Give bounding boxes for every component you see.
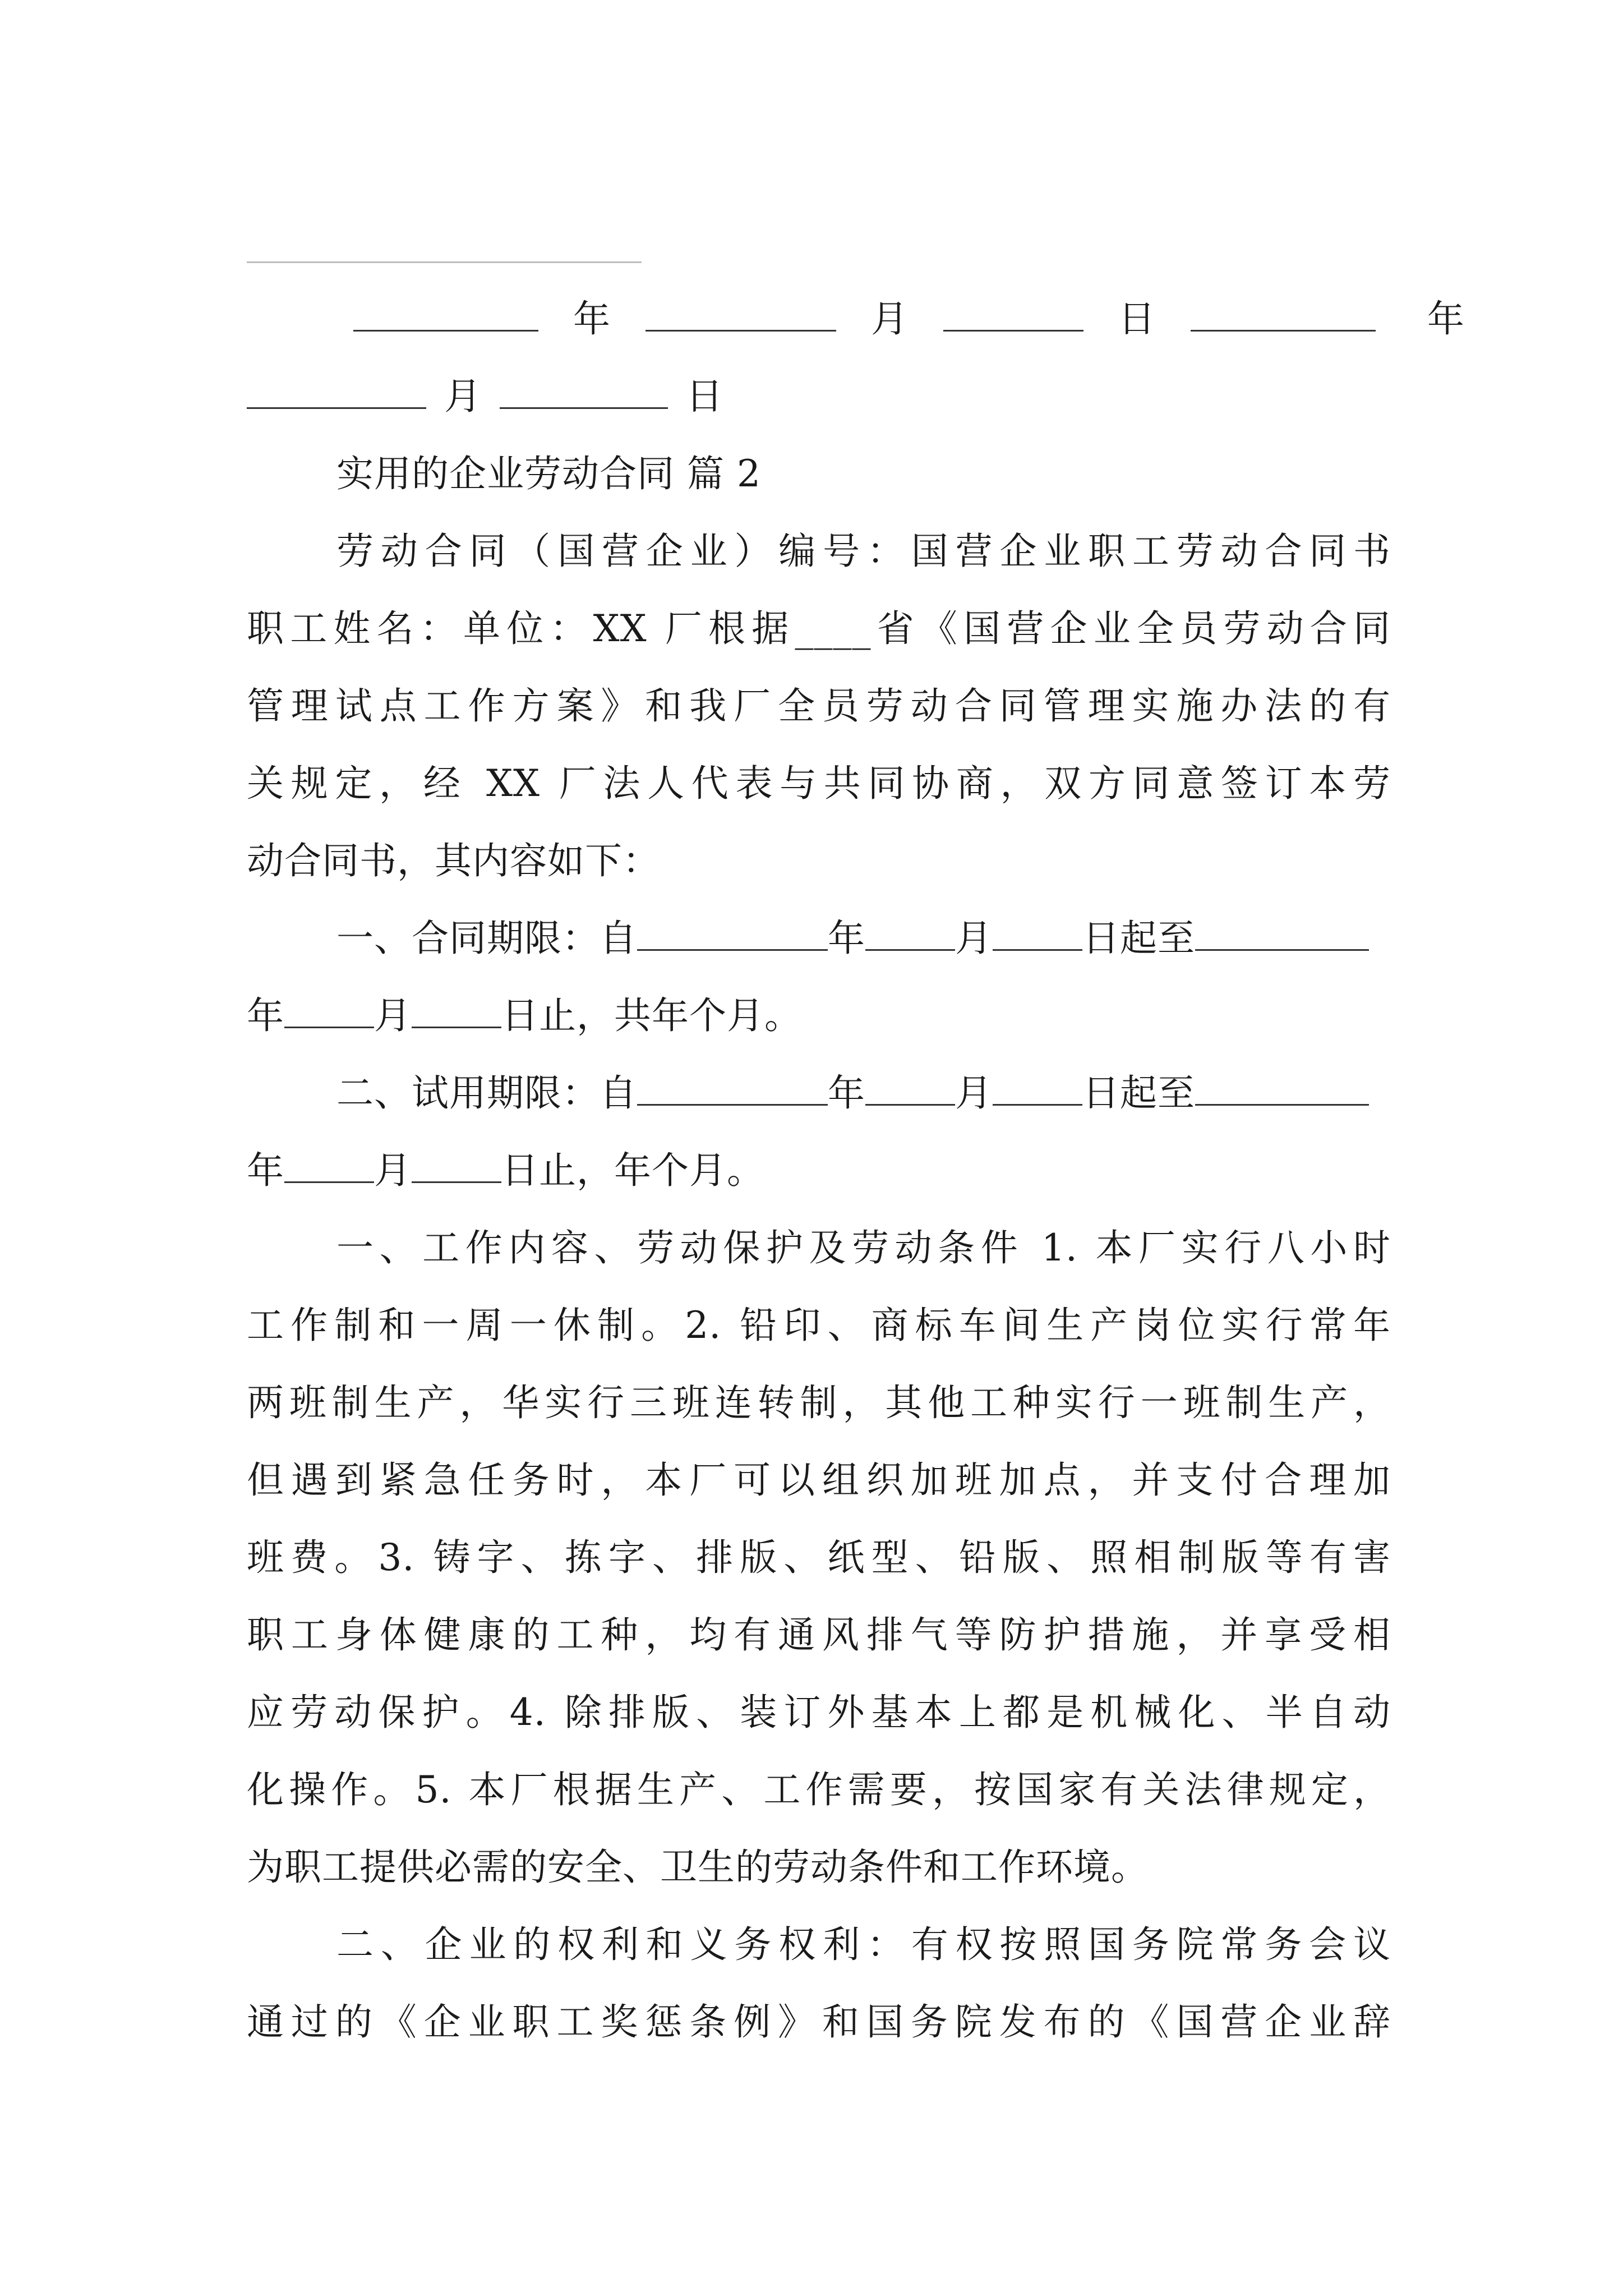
- blank-field[interactable]: [637, 1070, 828, 1106]
- probation-term-line-2: [247, 1145, 1391, 1196]
- paragraph-line: 两班制生产，华实行三班连转制，其他工种实行一班制生产，: [247, 1381, 1391, 1424]
- date-label: 月: [870, 297, 909, 341]
- date-label: 月: [374, 994, 412, 1037]
- date-label: 年: [828, 1071, 865, 1115]
- section-title: 实用的企业劳动合同 篇 2: [336, 452, 761, 495]
- date-label: 月: [444, 375, 482, 418]
- blank-field[interactable]: [645, 296, 836, 332]
- date-label: 月: [955, 917, 993, 960]
- date-label: 日止，年个月。: [501, 1149, 764, 1192]
- date-label: 日: [685, 375, 723, 418]
- paragraph-line: 管理试点工作方案》和我厂全员劳动合同管理实施办法的有: [247, 684, 1391, 728]
- blank-field[interactable]: [1191, 296, 1376, 332]
- blank-field[interactable]: [284, 993, 374, 1028]
- date-label: 月: [955, 1071, 993, 1115]
- blank-field[interactable]: [1195, 915, 1369, 951]
- paragraph-line: 职工姓名：单位：XX 厂根据____省《国营企业全员劳动合同: [247, 607, 1391, 650]
- date-row-2: [247, 371, 1391, 422]
- contract-term-line-2: [247, 991, 1391, 1041]
- paragraph-line: 一、工作内容、劳动保护及劳动条件 1. 本厂实行八小时: [336, 1226, 1391, 1269]
- date-label: 年: [247, 994, 284, 1037]
- paragraph-line: 关规定，经 XX 厂法人代表与共同协商，双方同意签订本劳: [247, 762, 1391, 805]
- blank-field[interactable]: [500, 374, 668, 409]
- date-label: 月: [374, 1149, 412, 1192]
- paragraph-line: 班费。3. 铸字、拣字、排版、纸型、铅版、照相制版等有害: [247, 1536, 1391, 1579]
- date-label: 日止，共年个月。: [501, 994, 802, 1037]
- paragraph-line: 工作制和一周一休制。2. 铅印、商标车间生产岗位实行常年: [247, 1304, 1391, 1347]
- term-label: 二、试用期限：自: [336, 1071, 637, 1115]
- top-divider: [247, 261, 642, 263]
- term-label: 一、合同期限：自: [336, 917, 637, 960]
- paragraph-line: 化操作。5. 本厂根据生产、工作需要，按国家有关法律规定，: [247, 1768, 1391, 1811]
- blank-field[interactable]: [865, 1070, 955, 1106]
- paragraph-line: 劳动合同（国营企业）编号：国营企业职工劳动合同书: [336, 530, 1391, 573]
- blank-field[interactable]: [412, 1148, 501, 1183]
- blank-field[interactable]: [412, 993, 501, 1028]
- blank-field[interactable]: [943, 296, 1083, 332]
- blank-field[interactable]: [865, 915, 955, 951]
- contract-term-line-1: [247, 913, 1391, 964]
- paragraph-line: 二、企业的权利和义务权利：有权按照国务院常务会议: [336, 1923, 1391, 1966]
- blank-field[interactable]: [1195, 1070, 1369, 1106]
- date-row-1: [247, 294, 1465, 344]
- blank-field[interactable]: [993, 915, 1082, 951]
- date-label: 年: [247, 1149, 284, 1192]
- blank-field[interactable]: [247, 374, 426, 409]
- date-label: 年: [573, 297, 611, 341]
- blank-field[interactable]: [637, 915, 828, 951]
- date-label: 日: [1118, 297, 1156, 341]
- date-label: 年: [828, 917, 865, 960]
- paragraph-line: 通过的《企业职工奖惩条例》和国务院发布的《国营企业辞: [247, 2000, 1391, 2044]
- blank-field[interactable]: [284, 1148, 374, 1183]
- paragraph-line: 但遇到紧急任务时，本厂可以组织加班加点，并支付合理加: [247, 1458, 1391, 1502]
- paragraph-line: 职工身体健康的工种，均有通风排气等防护措施，并享受相: [247, 1613, 1391, 1657]
- paragraph-line: 为职工提供必需的安全、卫生的劳动条件和工作环境。: [247, 1846, 1149, 1889]
- blank-field[interactable]: [353, 296, 538, 332]
- blank-field[interactable]: [993, 1070, 1082, 1106]
- date-label: 日起至: [1082, 1071, 1195, 1115]
- paragraph-line: 动合同书，其内容如下：: [247, 839, 660, 882]
- date-label: 日起至: [1082, 917, 1195, 960]
- paragraph-line: 应劳动保护。4. 除排版、装订外基本上都是机械化、半自动: [247, 1691, 1391, 1734]
- date-label: 年: [1427, 297, 1465, 341]
- probation-term-line-1: [247, 1068, 1391, 1119]
